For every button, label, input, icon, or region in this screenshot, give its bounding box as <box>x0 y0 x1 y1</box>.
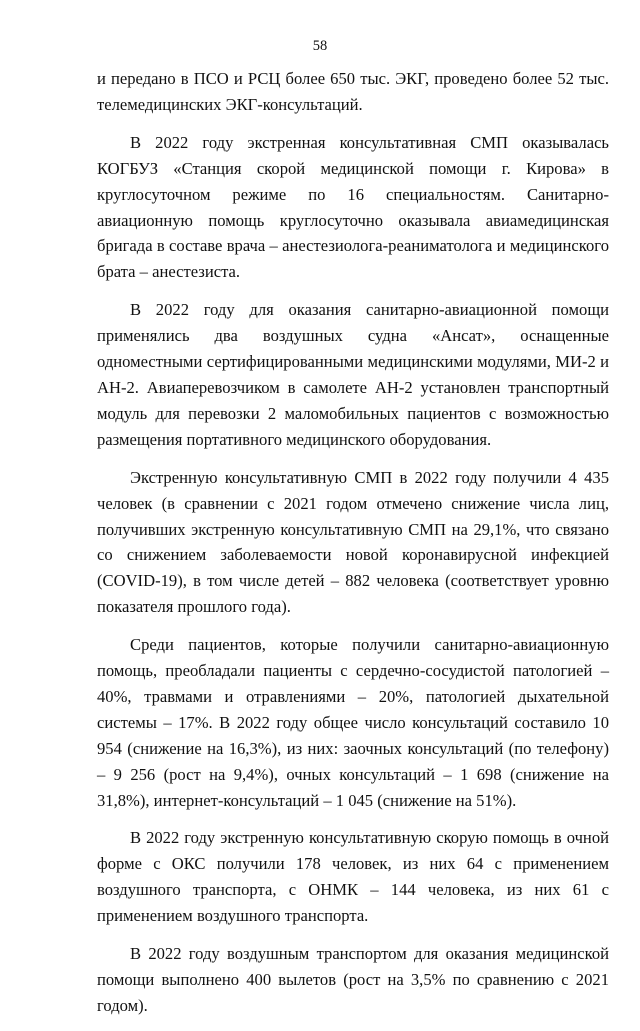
page-number: 58 <box>312 38 328 54</box>
paragraph-continuation: и передано в ПСО и РСЦ более 650 тыс. ЭКГ, проведено более 52 тыс. телемедицинских ЭКГ-консультаций. <box>97 69 609 114</box>
paragraph-patient-structure: Среди пациентов, которые получили санитарно-авиационную помощь, преобладали пациенты с сердечно-сосудистой патологией – 40%, травмами и отравлениями – 20%, патологией дыхательной системы – 17%. В 2022 году общее число консультаций составило 10 954 (снижение на 16,3%), из них: заочных консультаций (по телефону) – 9 256 (рост на 9,4%), очных консультаций – 1 698 (снижение на 31,8%), интернет-консультаций – 1 045 (снижение на 51%). <box>97 635 609 810</box>
paragraph-patients-count: Экстренную консультативную СМП в 2022 году получили 4 435 человек (в сравнении с 2021 годом отмечено снижение числа лиц, получивших экстренную консультативную СМП на 29,1%, что связано со снижением заболеваемости новой коронавирусной инфекцией (COVID-19), в том числе детей – 882 человека (соответствует уровню показателя прошлого года). <box>97 467 609 617</box>
paragraph-flights: В 2022 году воздушным транспортом для оказания медицинской помощи выполнено 400 вылетов (рост на 3,5% по сравнению с 2021 годом). <box>97 944 609 1015</box>
paragraph-aircraft: В 2022 году для оказания санитарно-авиационной помощи применялись два воздушных судна «Ансат», оснащенные одноместными сертифицированными медицинскими модулями, МИ-2 и АН-2. Авиаперевозчиком в самолете АН-2 установлен транспортный модуль для перевозки 2 маломобильных пациентов с возможностью размещения портативного медицинского оборудования. <box>97 300 609 449</box>
document-body <box>97 66 609 1031</box>
paragraph-emergency-service: В 2022 году экстренная консультативная СМП оказывалась КОГБУЗ «Станция скорой медицинской помощи г. Кирова» в круглосуточном режиме по 16 специальностям. Санитарно-авиационную помощь круглосуточно оказывала авиамедицинская бригада в составе врача – анестезиолога-реаниматолога и медицинского брата – анестезиста. <box>97 132 609 282</box>
paragraph-oks-onmk: В 2022 году экстренную консультативную скорую помощь в очной форме с ОКС получили 178 человек, из них 64 с применением воздушного транспорта, с ОНМК – 144 человека, из них 61 с применением воздушного транспорта. <box>97 828 609 926</box>
